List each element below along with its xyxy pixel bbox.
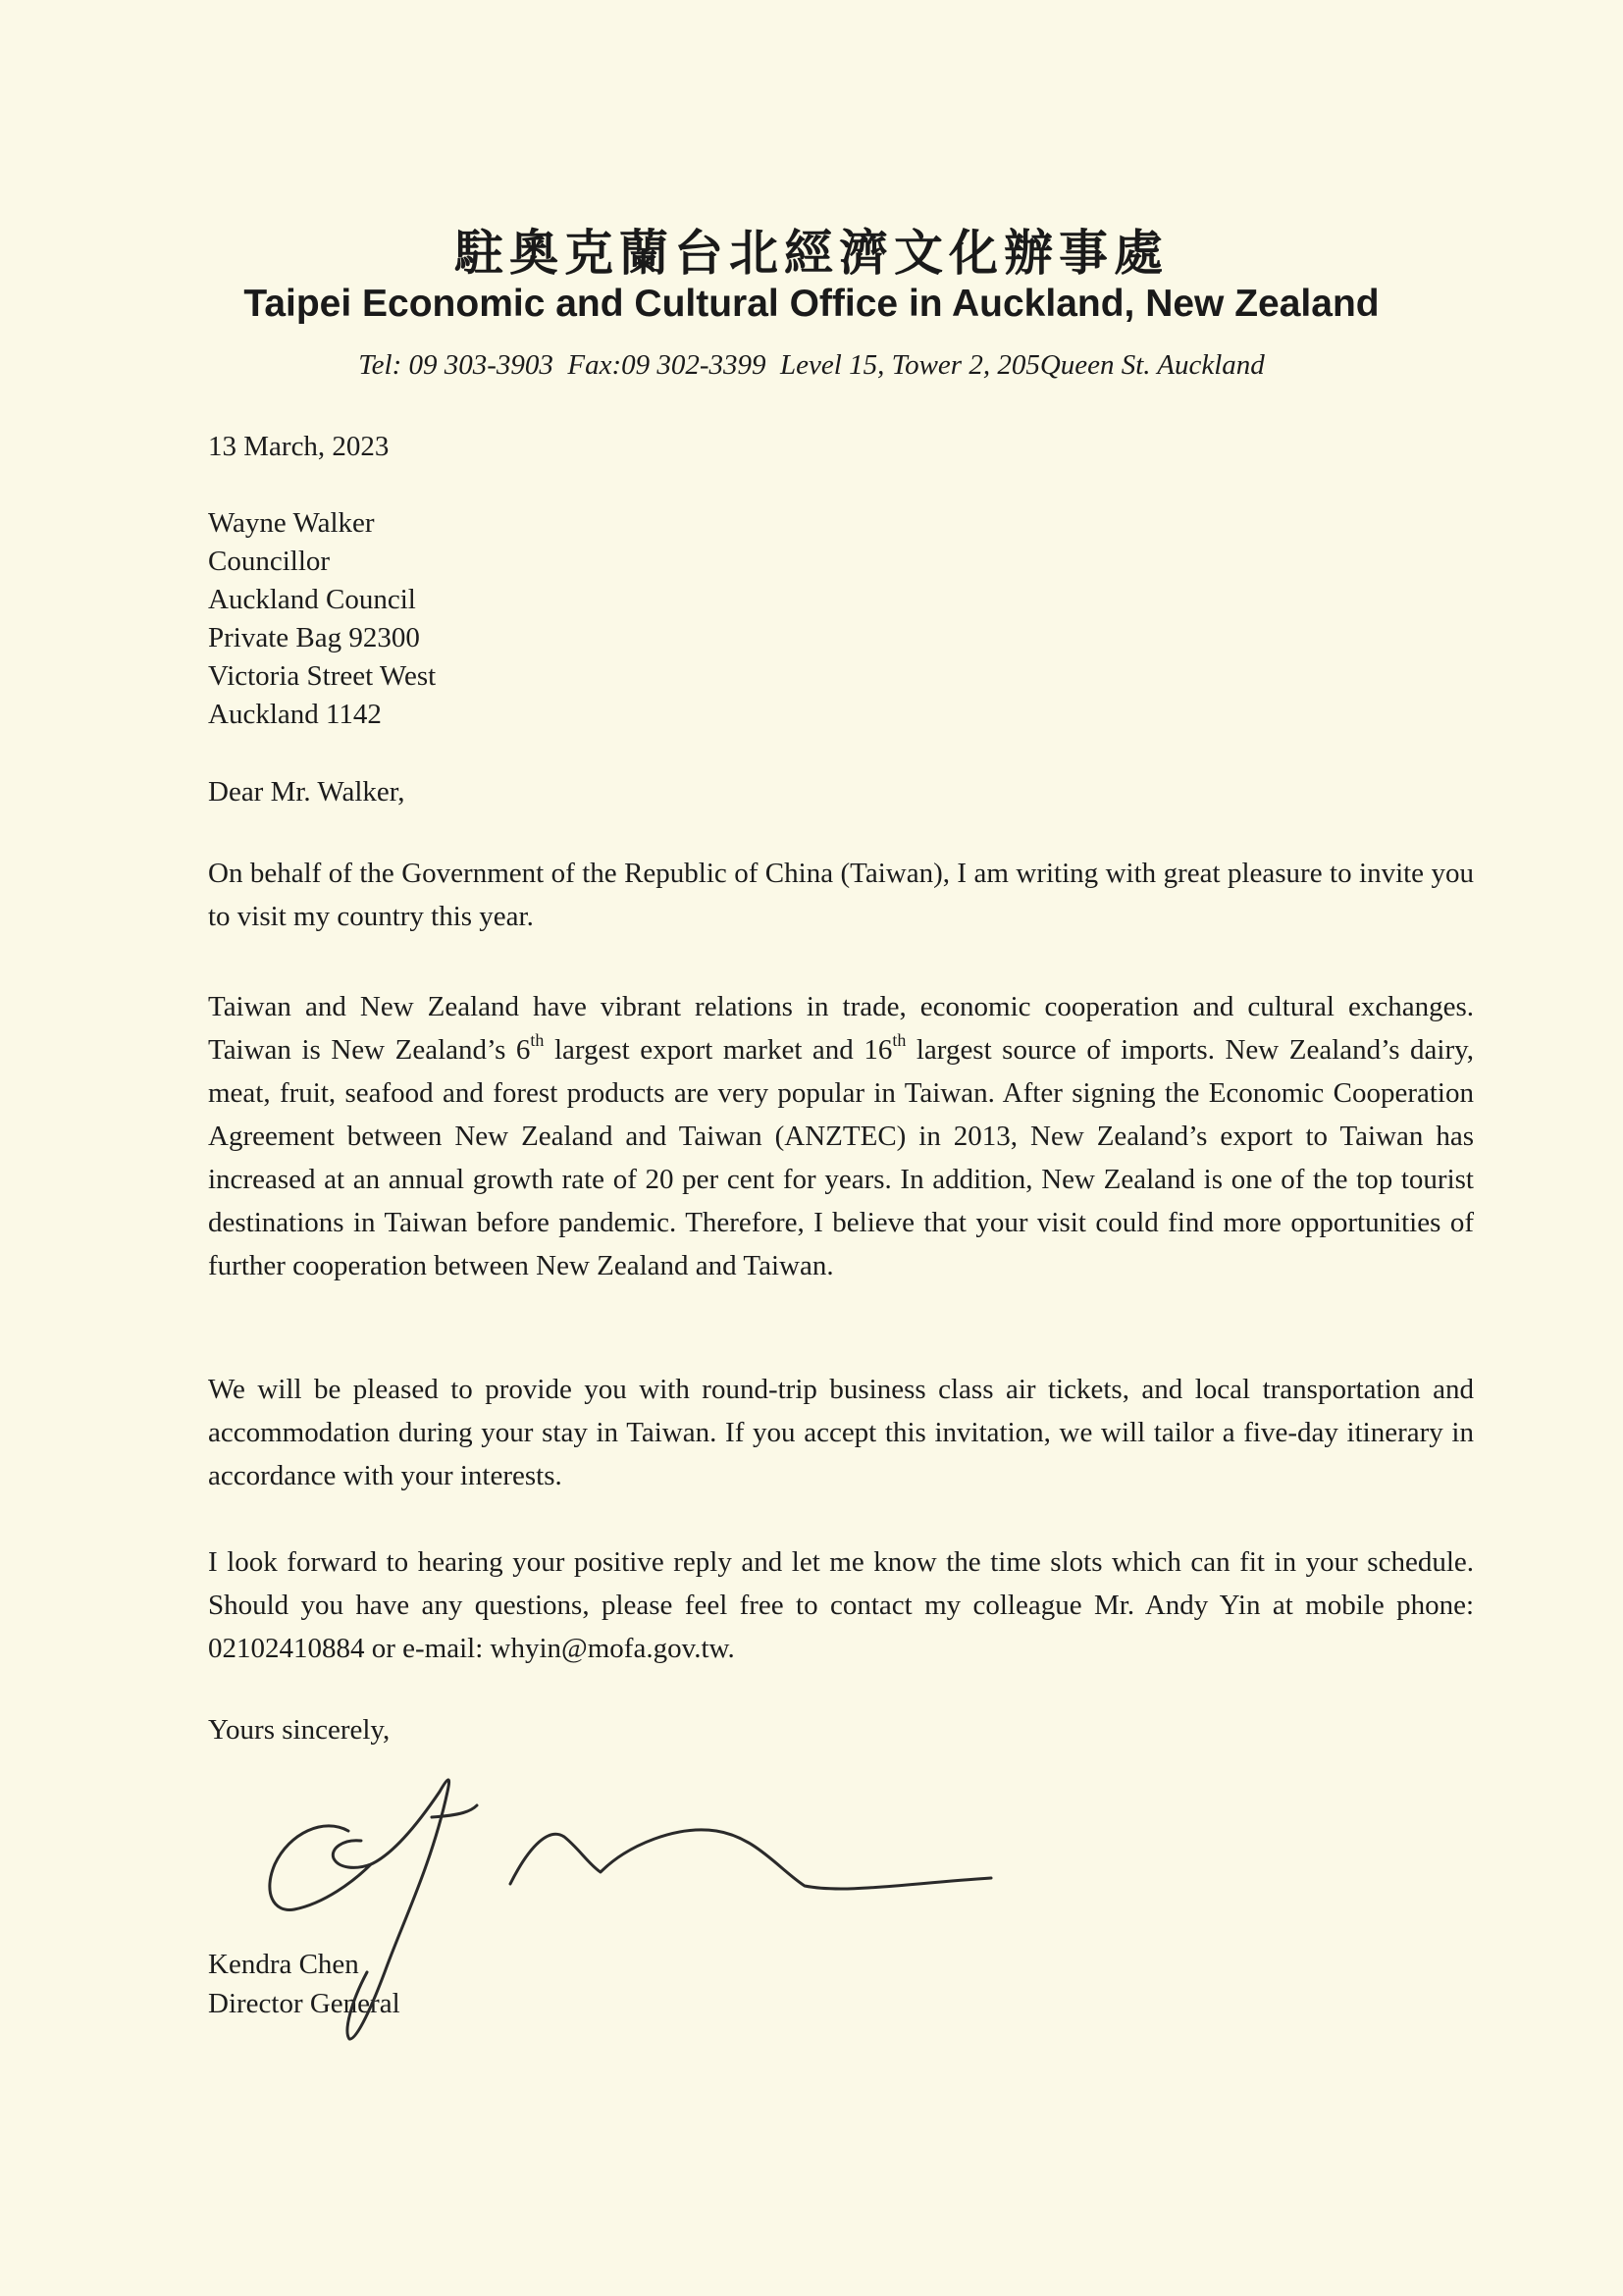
- recipient-line: Auckland 1142: [208, 699, 382, 730]
- body-paragraph-3: We will be pleased to provide you with round-trip business class air tickets, and local transportation and accommodation during your stay in Taiwan. If you accept this invitation, we will tailor a five-day itinerary in accordance with your interests.: [208, 1374, 1474, 1491]
- p2-text-c: largest source of imports. New Zealand’s dairy, meat, fruit, seafood and forest products are very popular in Taiwan. After signing the Economic Cooperation Agreement between New Zealand and Taiwan (ANZTEC) in 2013, New Zealand’s export to Taiwan has increased at an annual growth rate of 20 per cent for years. In addition, New Zealand is one of the top tourist destinations in Taiwan before pandemic. Therefore, I believe that your visit could find more opportunities of further cooperation between New Zealand and Taiwan.: [208, 1034, 1474, 1281]
- salutation: Dear Mr. Walker,: [208, 776, 405, 808]
- recipient-line: Victoria Street West: [208, 660, 437, 692]
- p2-text-b: largest export market and 16: [544, 1034, 893, 1066]
- p2-superscript-2: th: [892, 1030, 907, 1051]
- closing: Yours sincerely,: [208, 1714, 391, 1746]
- body-paragraph-2: [208, 985, 1474, 1287]
- signatory-name: Kendra Chen: [208, 1949, 359, 1980]
- p2-text-a: Taiwan and New Zealand have vibrant relations in trade, economic cooperation and cultural exchanges. Taiwan is New Zealand’s 6: [208, 991, 1474, 1066]
- letterhead-contact-line: Tel: 09 303-3903 Fax:09 302-3399 Level 15, Tower 2, 205Queen St. Auckland: [358, 349, 1265, 381]
- signatory-title: Director General: [208, 1988, 400, 2019]
- body-paragraph-4: I look forward to hearing your positive reply and let me know the time slots which can fit in your schedule. Should you have any questions, please feel free to contact my colleague Mr. Andy Yin at mobile phone: 02102410884 or e-mail: whyin@mofa.gov.tw.: [208, 1546, 1474, 1664]
- letterhead-english-name: Taipei Economic and Cultural Office in Auckland, New Zealand: [243, 283, 1380, 325]
- letter-date: 13 March, 2023: [208, 431, 390, 462]
- recipient-line: Auckland Council: [208, 584, 416, 615]
- body-paragraph-1: On behalf of the Government of the Republic of China (Taiwan), I am writing with great pleasure to invite you to visit my country this year.: [208, 858, 1474, 932]
- recipient-line: Councillor: [208, 546, 331, 577]
- recipient-address: [208, 504, 1474, 734]
- letterhead-chinese-name: 駐奧克蘭台北經濟文化辦事處: [454, 224, 1169, 282]
- recipient-line: Wayne Walker: [208, 507, 375, 539]
- p2-superscript-1: th: [530, 1030, 545, 1051]
- recipient-line: Private Bag 92300: [208, 622, 420, 653]
